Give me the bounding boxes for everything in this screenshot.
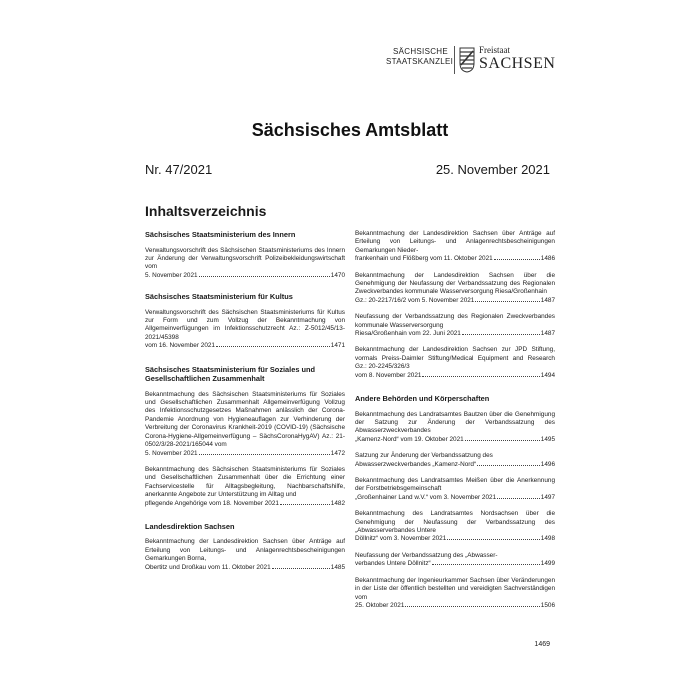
entry-text-end: „Großenhainer Land w.V.“ vom 3. November 2021 (355, 493, 497, 501)
page-number: 1469 (534, 641, 550, 648)
entry-text: Verwaltungsvorschrift des Sächsischen Staatsministeriums des Innern zur Änderung der Verwaltungsvorschrift Polizeibekleidungswirtschaft vom (145, 246, 345, 271)
entry-page: 1496 (540, 460, 555, 468)
entry-page: 1487 (540, 296, 555, 304)
toc-entry[interactable] (355, 577, 555, 611)
section-heading: Sächsisches Staatsministerium für Soziales und Gesellschaftlichen Zusammenhalt (145, 364, 316, 384)
toc-entry[interactable] (355, 477, 555, 502)
entry-page: 1506 (540, 601, 555, 609)
entry-text-end: Döllnitz“ vom 3. November 2021 (355, 535, 447, 543)
header-logo (386, 46, 566, 76)
entry-page: 1495 (540, 435, 555, 443)
entry-page: 1482 (330, 499, 345, 507)
entry-text-end: 25. Oktober 2021 (355, 601, 405, 609)
toc-entry[interactable] (145, 391, 345, 458)
toc-column-left (145, 230, 345, 572)
entry-text-end: pflegende Angehörige vom 18. November 2021 (145, 499, 279, 507)
toc-entry[interactable] (145, 538, 345, 572)
toc-entry[interactable] (355, 346, 555, 380)
ministry-name (386, 47, 454, 67)
toc-entry[interactable] (355, 411, 555, 445)
toc-entry[interactable] (355, 230, 555, 264)
entry-text: Bekanntmachung der Landesdirektion Sachsen über Anträge auf Erteilung von Leitungs- und Anlagenrechtsbescheinigungen Gemarkungen Nieder- (355, 230, 555, 254)
entry-text: Bekanntmachung des Landratsamtes Nordsachsen über die Genehmigung der Neufassung der Verbandssatzung des „Abwasserverbandes Untere (355, 510, 555, 535)
entry-text-end: 5. November 2021 (145, 449, 198, 457)
entry-text-end: 5. November 2021 (145, 271, 198, 279)
entry-text-end: vom 8. November 2021 (355, 371, 422, 379)
state-small: Freistaat (479, 45, 510, 55)
issue-number: Nr. 47/2021 (145, 162, 213, 177)
entry-page: 1498 (540, 535, 555, 543)
issue-date: 25. November 2021 (435, 162, 550, 177)
section-heading: Sächsisches Staatsministerium für Kultus (145, 292, 293, 302)
toc-heading: Inhaltsverzeichnis (145, 203, 267, 219)
entry-text: Neufassung der Verbandssatzung des „Abwasser- (355, 551, 498, 559)
toc-entry[interactable] (355, 313, 555, 338)
entry-text: Bekanntmachung der Landesdirektion Sachsen zur JPD Stiftung, vormals Preiss-Daimler Stiftung/Medical Equipment and Research Gz.: 20-2245/326/3 (355, 346, 555, 371)
toc-column-right (355, 230, 555, 610)
entry-text-end: frankenhain und Flößberg vom 11. Oktober 2021 (355, 255, 493, 263)
state-big: SACHSEN (479, 55, 556, 72)
ministry-line2: STAATSKANZLEI (386, 57, 454, 66)
entry-page: 1470 (330, 271, 345, 279)
state-name (479, 46, 555, 72)
toc-entry[interactable] (355, 452, 555, 469)
entry-text: Bekanntmachung der Landesdirektion Sachsen über Anträge auf Erteilung von Leitungs- und Anlagenrechtsbescheinigungen Gemarkungen Borna, (145, 538, 345, 563)
section-heading: Sächsisches Staatsministerium des Innern (145, 230, 296, 239)
entry-page: 1497 (540, 493, 555, 501)
entry-text: Neufassung der Verbandssatzung des Regionalen Zweckverbandes kommunale Wasserversorgung (355, 313, 555, 329)
entry-text-end: Riesa/Großenhain vom 22. Juni 2021 (355, 330, 461, 338)
entry-page: 1471 (330, 342, 345, 350)
entry-text: Satzung zur Änderung der Verbandssatzung des (355, 452, 493, 460)
entry-page: 1487 (540, 330, 555, 338)
section-heading: Andere Behörden und Körperschaften (355, 394, 490, 404)
entry-text: Bekanntmachung des Landratsamtes Bautzen über die Genehmigung der Satzung zur Änderung der Verbandssatzung des Abwasserzweckverbandes (355, 410, 555, 435)
ministry-line1: SÄCHSISCHE (392, 47, 448, 56)
entry-text: Bekanntmachung des Sächsischen Staatsministeriums für Soziales und Gesellschaftlichen Zusammenhalt über die Errichtung einer Fachservicestelle für Alltagsbegleitung, Nachbarschaftshilfe, anerkannte Angebote zur Unterstützung im Alltag und (145, 465, 345, 499)
toc-entry[interactable] (355, 552, 555, 569)
toc-entry[interactable] (355, 510, 555, 544)
entry-text-end: verbandes Untere Döllnitz“ (355, 560, 431, 568)
toc-entry[interactable] (145, 247, 345, 281)
entry-text-end: Abwasserzweckverbandes „Kamenz-Nord“ (355, 460, 477, 468)
entry-text: Bekanntmachung der Landesdirektion Sachsen über die Genehmigung der Neufassung der Verbandssatzung des Regionalen Zweckverbandes kommunale Wasserversorgung Riesa/Großenhain (355, 271, 555, 296)
logo-divider (454, 46, 455, 74)
entry-page: 1494 (540, 371, 555, 379)
entry-text-end: Obertitz und Droßkau vom 11. Oktober 2021 (145, 563, 271, 571)
entry-page: 1486 (540, 255, 555, 263)
toc-entry[interactable] (145, 309, 345, 351)
coat-of-arms-icon (459, 47, 475, 73)
entry-text: Bekanntmachung der Ingenieurkammer Sachsen über Veränderungen in der Liste der öffentlich bestellten und vereidigten Sachverständigen vom (355, 576, 555, 601)
entry-page: 1485 (330, 563, 345, 571)
entry-text: Bekanntmachung des Landratsamtes Meißen über die Anerkennung der Forstbetriebsgemeinschaft (355, 477, 555, 493)
toc-entry[interactable] (355, 272, 555, 306)
entry-text: Bekanntmachung des Sächsischen Staatsministeriums für Soziales und Gesellschaftlichen Zusammenhalt Allgemeinverfügung Vollzug des Infektionsschutzgesetzes Maßnahmen anlässlich der Corona-Pandemie Anordnung von Hygieneauflagen zur Verhinderung der Verbreitung der Coronavirus Krankheit-2019 (COVID-19) (Sächsische Corona-Hygiene-Allgemeinverfügung – SächsCoronaHygAV) Az.: 21-0502/3/28-2021/165044 vom (145, 390, 345, 449)
entry-text-end: „Kamenz-Nord“ vom 19. Oktober 2021 (355, 435, 464, 443)
toc-entry[interactable] (145, 466, 345, 508)
entry-text-end: vom 16. November 2021 (145, 342, 215, 350)
entry-page: 1472 (330, 449, 345, 457)
entry-page: 1499 (540, 560, 555, 568)
entry-text-end: Gz.: 20-2217/16/2 vom 5. November 2021 (355, 296, 475, 304)
section-heading: Landesdirektion Sachsen (145, 521, 235, 531)
document-title: Sächsisches Amtsblatt (251, 120, 449, 140)
entry-text: Verwaltungsvorschrift des Sächsischen Staatsministeriums für Kultus zur Form und zum Vollzug der Bekanntmachung von Allgemeinverfügungen im Infektionsschutzrecht Az.: Z-5012/45/13-2021/45398 (145, 308, 345, 341)
